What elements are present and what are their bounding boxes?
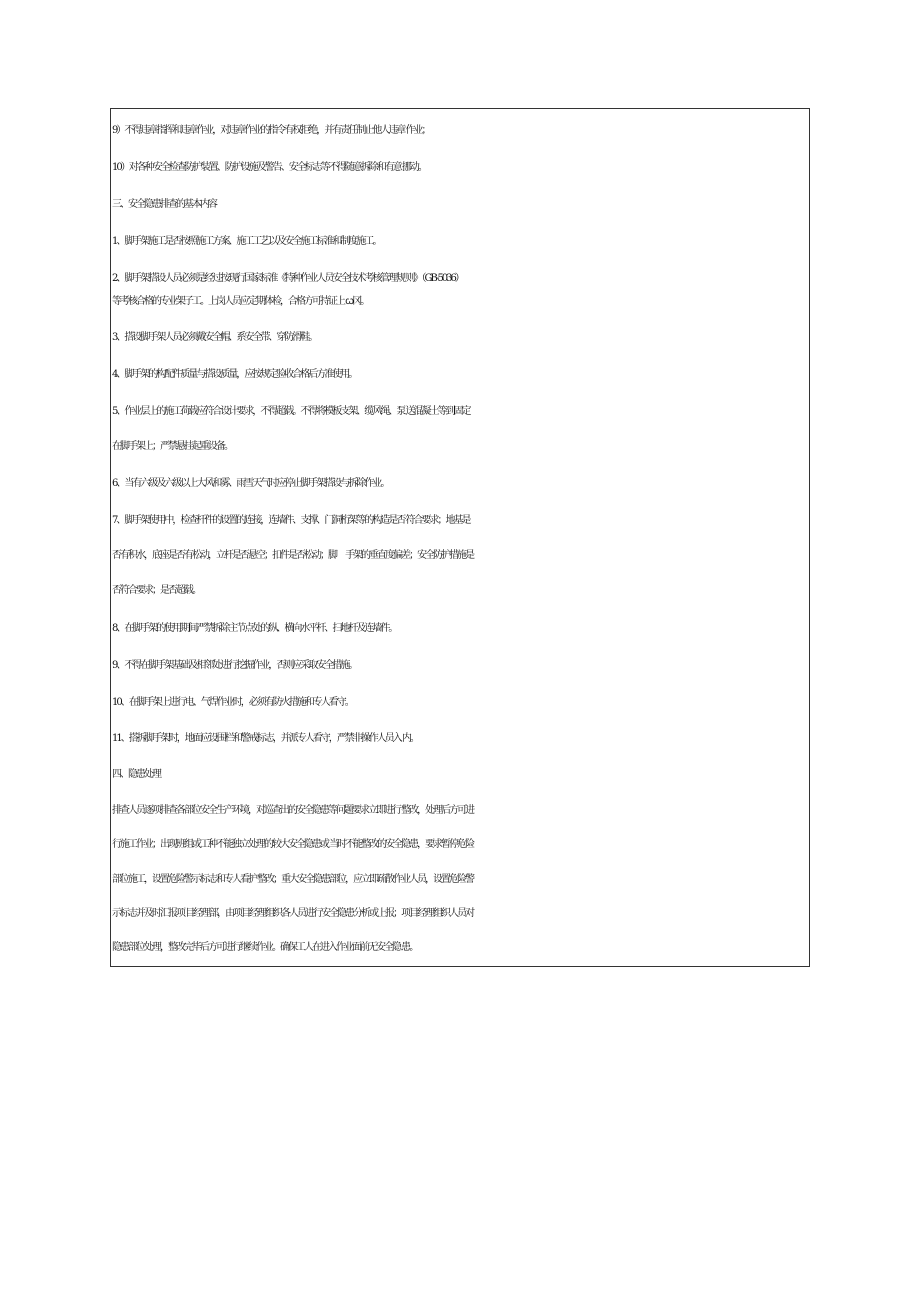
inspection-item-7-line-3: 否符合要求；是否超载。 bbox=[112, 585, 200, 596]
inspection-item-5-line-1: 5、作业层上的施工荷载应符合设计要求，不得超载。不得将模板支架、缆风绳、泵 送混凝土等到固定 bbox=[112, 406, 470, 417]
handling-paragraph-line-2: 行施工作业；出现班组或工种不能独立处理的较大安全隐患或 当时不能整改的安全隐患，要求暂停危险 bbox=[112, 839, 474, 850]
inspection-item-10: 10、在脚手架上进行电、气焊作业时，必须有防火措施和专人看守。 bbox=[112, 697, 353, 708]
inspection-item-9: 9、不得在脚手架基础及相邻处进行挖掘作业，否则应采取安全措施。 bbox=[112, 660, 357, 671]
rule-line-9: 9）不得违章指挥和违章作业，对违章作业的指令有权拒绝，并有责任制止他人违章 作业； bbox=[112, 125, 430, 136]
inspection-item-3: 3、搭设脚手架人员必须戴安全帽、系安全带、穿防滑鞋。 bbox=[112, 332, 317, 343]
inspection-item-4: 4、脚手架的构配件质量与搭设质量，应按规定验收合格后方准使用。 bbox=[112, 369, 357, 380]
inspection-item-1: 1、脚手架施工是否按照施工方案、施工工艺以及安全施工标准和制度施工。 bbox=[112, 236, 381, 247]
handling-paragraph-line-4: 示标志并及时汇报项 目经理部，由项目经理组织各人员进行安全隐患分析或上报；项目经理组织人员对 bbox=[112, 908, 474, 919]
handling-paragraph-line-3: 部位施工，设置危险警示标志和专人看护 整改；重大安全隐患部位，应立即疏散作业人员，设置危险警 bbox=[112, 874, 474, 885]
rule-line-10: 10）对各种安全检查防护装置、防护设施及警告、安全标志等不得随意拆除和有意 挪动。 bbox=[112, 162, 426, 173]
inspection-item-2-line-2: 等考核合格的专业架子工。上岗人员应定期体检，合格方可持证上 ꞷ冈。 bbox=[112, 296, 369, 307]
section-heading-3: 三、安全隐患排查的基本内容 bbox=[112, 199, 216, 210]
handling-paragraph-line-5: 隐患部位处理，整改完毕后方可进行继续作业。确保工人在进入作业面前无安全隐 患。 bbox=[112, 942, 418, 953]
inspection-item-11: 11、搭拆脚手架时，地面应设围栏和警戒标志，并派专人看守，严禁非操作人员入 内。 bbox=[112, 733, 418, 744]
section-heading-4: 四、隐患处理 bbox=[112, 769, 160, 780]
inspection-item-6: 6、当有六级及六级以上大风和雾、雨雪天气时应停止脚手架搭设与拆除作业。 bbox=[112, 478, 389, 489]
inspection-item-7-line-2: 否有积水，底座是否有松动，立杆是否悬空；扣件是否松动；脚 手架的垂直度偏差；安全防护措施是 bbox=[112, 550, 474, 561]
inspection-item-5-line-2: 在脚手架上；严禁悬挂起重设备。 bbox=[112, 441, 232, 452]
inspection-item-2-line-1: 2、脚手架搭设人员必须是经过按现行国家标准《特种作业人员安全技术考核管理规 则》（GB-5036） bbox=[112, 273, 463, 284]
inspection-item-8: 8、在脚手架的使用期间严禁拆除主节点处的纵、横向水平杆、扫地杆及连墙件。 bbox=[112, 623, 397, 634]
handling-paragraph-line-1: 排查人员逐项排查各部位安全生产环境，对巡查出的安全隐患等问题要求立即进行 整改，处理后方可进 bbox=[112, 805, 474, 816]
inspection-item-7-line-1: 7、脚手架使用中，检查杆件的设置的连接，连墙件、支撑、门洞桁架等的构造是否 符合要求；地基是 bbox=[112, 515, 470, 526]
